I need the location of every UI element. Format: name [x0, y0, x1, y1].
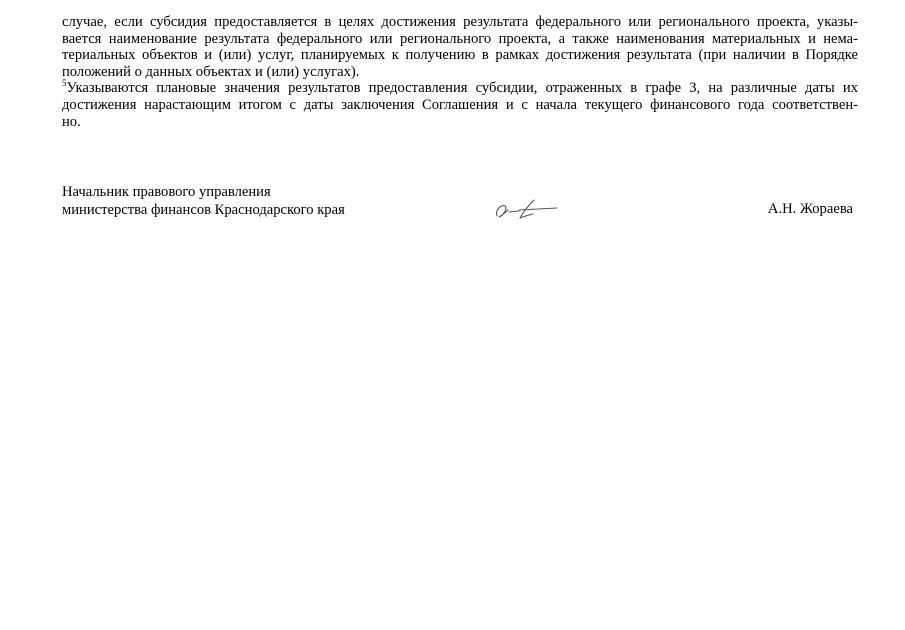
- footnote-5-marker: 5: [62, 78, 67, 89]
- footnote-line: но.: [62, 113, 81, 130]
- position-line: Начальник правового управления: [62, 184, 271, 200]
- footnote-line: вается наименование результата федерального или регионального проекта, а также наименования материальных и нема-: [62, 30, 858, 47]
- signatory-position: [62, 184, 345, 219]
- footnote-line: териальных объектов и (или) услуг, планируемых к получению в рамках достижения результата (при наличии в Порядке: [62, 47, 858, 64]
- handwritten-signature-icon: [493, 196, 559, 222]
- footnote-line: случае, если субсидия предоставляется в целях достижения результата федерального или регионального проекта, указы-: [62, 14, 858, 30]
- footnotes-section: [62, 14, 858, 130]
- footnote-line: достижения нарастающим итогом с даты заключения Соглашения и с начала текущего финансового года соответствен-: [62, 96, 858, 113]
- footnote-5-text: Указываются плановые значения результатов предоставления субсидии, отраженных в графе 3, на различные даты их: [66, 80, 858, 97]
- footnote-line: положений о данных объектах и (или) услугах).: [62, 63, 360, 80]
- position-line: министерства финансов Краснодарского края: [62, 201, 345, 218]
- footnote-5-first-line: [62, 80, 858, 97]
- signer-name: А.Н. Жораева: [767, 201, 853, 217]
